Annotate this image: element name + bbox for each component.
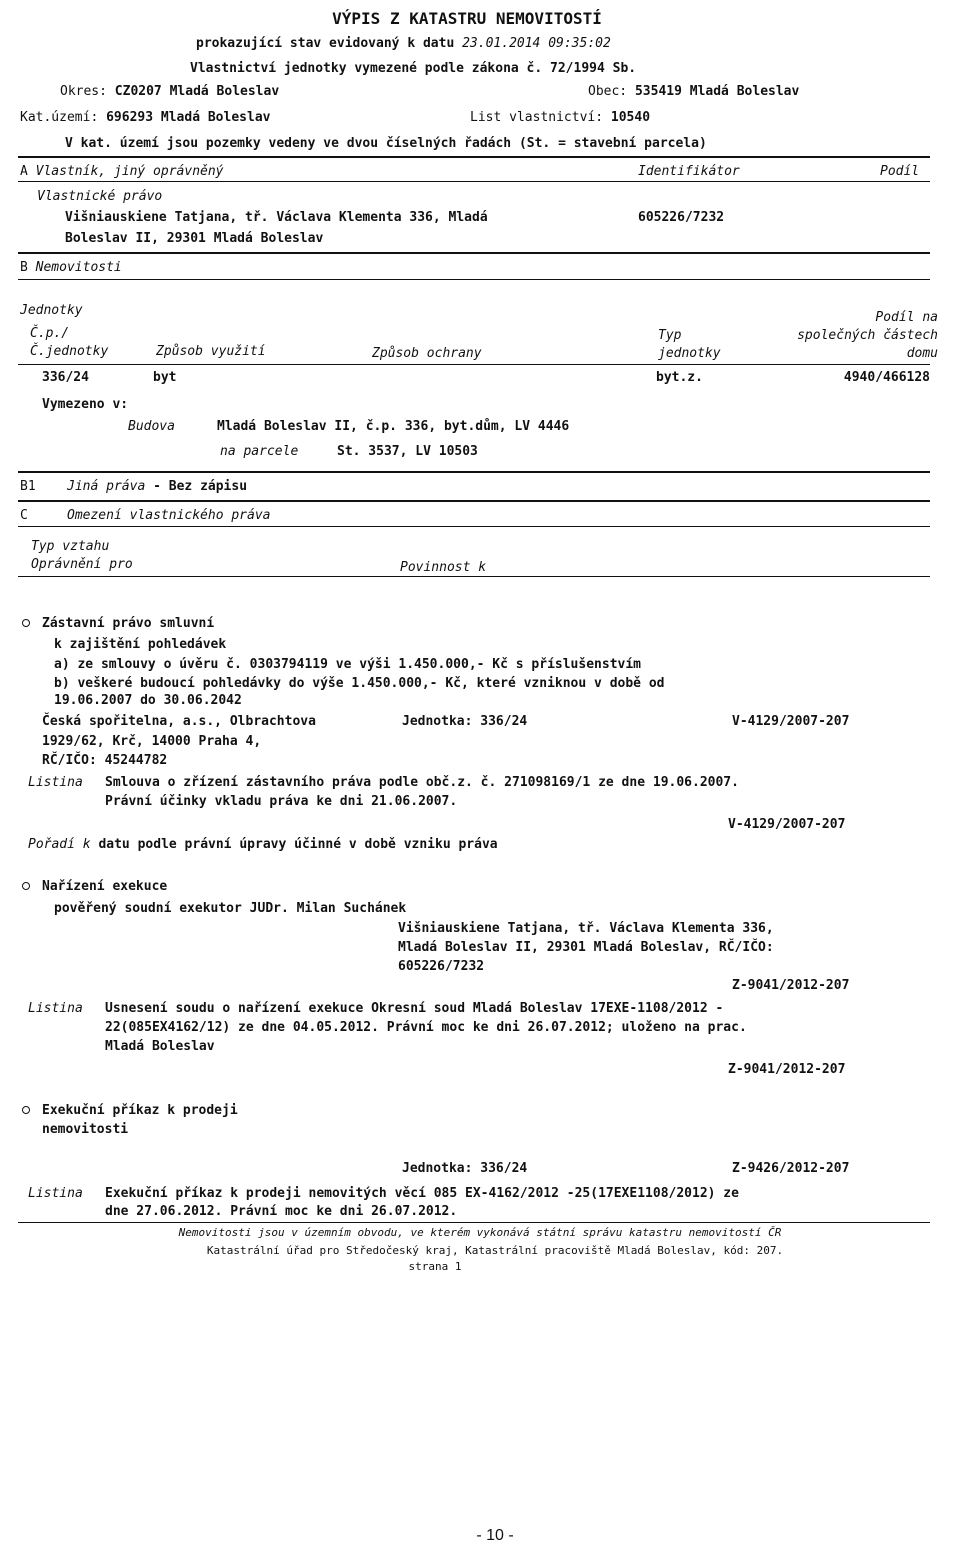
footer-rule	[18, 1222, 930, 1223]
section-a-header	[20, 163, 224, 180]
kat-row	[20, 109, 270, 126]
entry2-bullet	[22, 878, 30, 895]
entry1-priority	[28, 836, 498, 853]
section-a-top-rule	[18, 156, 930, 158]
entry3-unit: Jednotka: 336/24	[402, 1161, 528, 1176]
section-b1-top-rule	[18, 471, 930, 473]
obec-label: Obec:	[588, 84, 628, 99]
owner-id: 605226/7232	[638, 210, 725, 225]
entry3-title-line1: Exekuční příkaz k prodeji	[42, 1103, 238, 1118]
unit-number: 336/24	[42, 370, 89, 385]
entry3-listina-label: Listina	[28, 1186, 83, 1201]
section-a-header-rule	[18, 181, 930, 182]
subtitle	[196, 35, 611, 52]
document-title: VÝPIS Z KATASTRU NEMOVITOSTÍ	[332, 9, 602, 28]
units-header-rule	[18, 364, 930, 365]
entry2-listina-line1: Usnesení soudu o nařízení exekuce Okresní soud Mladá Boleslav 17EXE-1108/2012 -	[105, 1001, 724, 1016]
col-relation-type: Typ vztahu	[31, 539, 110, 554]
entry1-listina-line1: Smlouva o zřízení zástavního práva podle obč.z. č. 271098169/1 ze dne 19.06.2007.	[105, 775, 739, 790]
col-use: Způsob využití	[156, 344, 266, 359]
section-c-header-rule	[18, 526, 930, 527]
entry1-subtitle: k zajištění pohledávek	[54, 637, 227, 652]
building-value: Mladá Boleslav II, č.p. 336, byt.dům, LV 4446	[217, 419, 570, 434]
entry1-unit: Jednotka: 336/24	[402, 714, 528, 729]
entry2-listina-label: Listina	[28, 1001, 83, 1016]
section-b1-title: Jiná práva	[67, 479, 146, 494]
entry2-party-line3: 605226/7232	[398, 959, 485, 974]
col-type-b: jednotky	[658, 346, 721, 361]
section-c-top-rule	[18, 500, 930, 502]
lv-label: List vlastnictví:	[470, 110, 604, 125]
parcel-value: St. 3537, LV 10503	[337, 444, 478, 459]
subtitle-prefix: prokazující stav evidovaný k datu	[196, 36, 455, 51]
entry1-listina-label: Listina	[28, 775, 83, 790]
entry3-listina-line2: dne 27.06.2012. Právní moc ke dni 26.07.2012.	[105, 1204, 458, 1219]
section-b-letter: B	[20, 260, 28, 275]
footer-page-label: strana 1	[408, 1260, 462, 1273]
entry2-ref1: Z-9041/2012-207	[732, 978, 850, 993]
col-entitled: Oprávnění pro	[31, 557, 133, 572]
section-a-col-id: Identifikátor	[638, 164, 740, 179]
footer-line1: Nemovitosti jsou v územním obvodu, ve kterém vykonává státní správu katastru nemovitostí ČR	[178, 1226, 782, 1239]
okres-label: Okres:	[60, 84, 107, 99]
entry1-bullet	[22, 615, 30, 632]
section-b-top-rule	[18, 252, 930, 254]
col-protection: Způsob ochrany	[372, 346, 482, 361]
section-b1-value: - Bez zápisu	[153, 479, 248, 494]
section-b-title: Nemovitosti	[35, 260, 122, 275]
kat-value: 696293 Mladá Boleslav	[106, 110, 271, 125]
col-cp: Č.p./	[30, 326, 70, 341]
entry2-subtitle: pověřený soudní exekutor JUDr. Milan Suchánek	[54, 901, 407, 916]
section-a-title: Vlastník, jiný oprávněný	[35, 164, 224, 179]
entry2-title: Nařízení exekuce	[42, 879, 168, 894]
kat-label: Kat.území:	[20, 110, 99, 125]
obec-row	[588, 83, 799, 100]
section-b1-letter: B1	[20, 479, 36, 494]
entry1-creditor-line3: RČ/IČO: 45244782	[42, 753, 168, 768]
col-type-a: Typ	[658, 328, 682, 343]
unit-share: 4940/466128	[843, 370, 930, 385]
entry2-ref2: Z-9041/2012-207	[728, 1062, 846, 1077]
section-c-title: Omezení vlastnického práva	[67, 508, 271, 523]
unit-use: byt	[153, 370, 177, 385]
entry1-listina-line2: Právní účinky vkladu práva ke dni 21.06.2007.	[105, 794, 458, 809]
entry1-ref2: V-4129/2007-207	[728, 817, 846, 832]
section-b-header	[20, 259, 122, 276]
entry3-title-line2: nemovitosti	[42, 1122, 129, 1137]
okres-value: CZ0207 Mladá Boleslav	[114, 84, 280, 99]
entry1-creditor-line2: 1929/62, Krč, 14000 Praha 4,	[42, 734, 262, 749]
lv-value: 10540	[610, 110, 651, 125]
section-a-letter: A	[20, 164, 28, 179]
col-share-c: domu	[906, 346, 938, 361]
entry3-listina-line1: Exekuční příkaz k prodeji nemovitých věcí 085 EX-4162/2012 -25(17EXE1108/2012) ze	[105, 1186, 739, 1201]
entry1-ref1: V-4129/2007-207	[732, 714, 850, 729]
entry2-listina-line3: Mladá Boleslav	[105, 1039, 215, 1054]
lv-row	[470, 109, 650, 126]
units-subheading: Jednotky	[20, 303, 83, 318]
entry3-bullet	[22, 1102, 30, 1119]
priority-label: Pořadí k	[28, 837, 91, 852]
section-b1-row	[67, 478, 247, 495]
entry3-ref: Z-9426/2012-207	[732, 1161, 850, 1176]
section-b-header-rule	[18, 279, 930, 280]
parcel-label: na parcele	[220, 444, 299, 459]
ownership-label: Vlastnické právo	[37, 189, 163, 204]
entry1-item-a: a) ze smlouvy o úvěru č. 0303794119 ve výši 1.450.000,- Kč s příslušenstvím	[54, 657, 641, 672]
law-line: Vlastnictví jednotky vymezené podle zákona č. 72/1994 Sb.	[190, 61, 637, 76]
unit-type: byt.z.	[656, 370, 703, 385]
section-a-col-share: Podíl	[880, 164, 920, 179]
okres-row	[60, 83, 279, 100]
col-obligation: Povinnost k	[400, 560, 487, 575]
entry2-party-line1: Višniauskiene Tatjana, tř. Václava Klementa 336,	[398, 921, 774, 936]
subtitle-datetime: 23.01.2014 09:35:02	[462, 36, 611, 51]
entry1-item-b2: 19.06.2007 do 30.06.2042	[54, 693, 242, 708]
obec-value: 535419 Mladá Boleslav	[634, 84, 800, 99]
col-share-a: Podíl na	[875, 310, 938, 325]
col-unit-no: Č.jednotky	[30, 344, 109, 359]
owner-line1: Višniauskiene Tatjana, tř. Václava Klementa 336, Mladá	[65, 210, 488, 225]
section-c-cols-rule	[18, 576, 930, 577]
entry1-title: Zástavní právo smluvní	[42, 616, 215, 631]
entry1-creditor-line1: Česká spořitelna, a.s., Olbrachtova	[42, 714, 316, 729]
page-number: - 10 -	[476, 1527, 514, 1544]
defined-in-label: Vymezeno v:	[42, 397, 129, 412]
parcel-line: V kat. území jsou pozemky vedeny ve dvou číselných řadách (St. = stavební parcela)	[65, 136, 707, 151]
entry1-item-b: b) veškeré budoucí pohledávky do výše 1.450.000,- Kč, které vzniknou v době od	[54, 676, 665, 691]
building-label: Budova	[128, 419, 175, 434]
section-c-letter: C	[20, 508, 28, 523]
col-share-b: společných částech	[797, 328, 938, 343]
footer-line2: Katastrální úřad pro Středočeský kraj, Katastrální pracoviště Mladá Boleslav, kód: 207.	[206, 1244, 784, 1257]
entry2-party-line2: Mladá Boleslav II, 29301 Mladá Boleslav, RČ/IČO:	[398, 940, 774, 955]
entry2-listina-line2: 22(085EX4162/12) ze dne 04.05.2012. Právní moc ke dni 26.07.2012; uloženo na prac.	[105, 1020, 747, 1035]
priority-value: datu podle právní úpravy účinné v době vzniku práva	[98, 837, 498, 852]
owner-line2: Boleslav II, 29301 Mladá Boleslav	[65, 231, 324, 246]
